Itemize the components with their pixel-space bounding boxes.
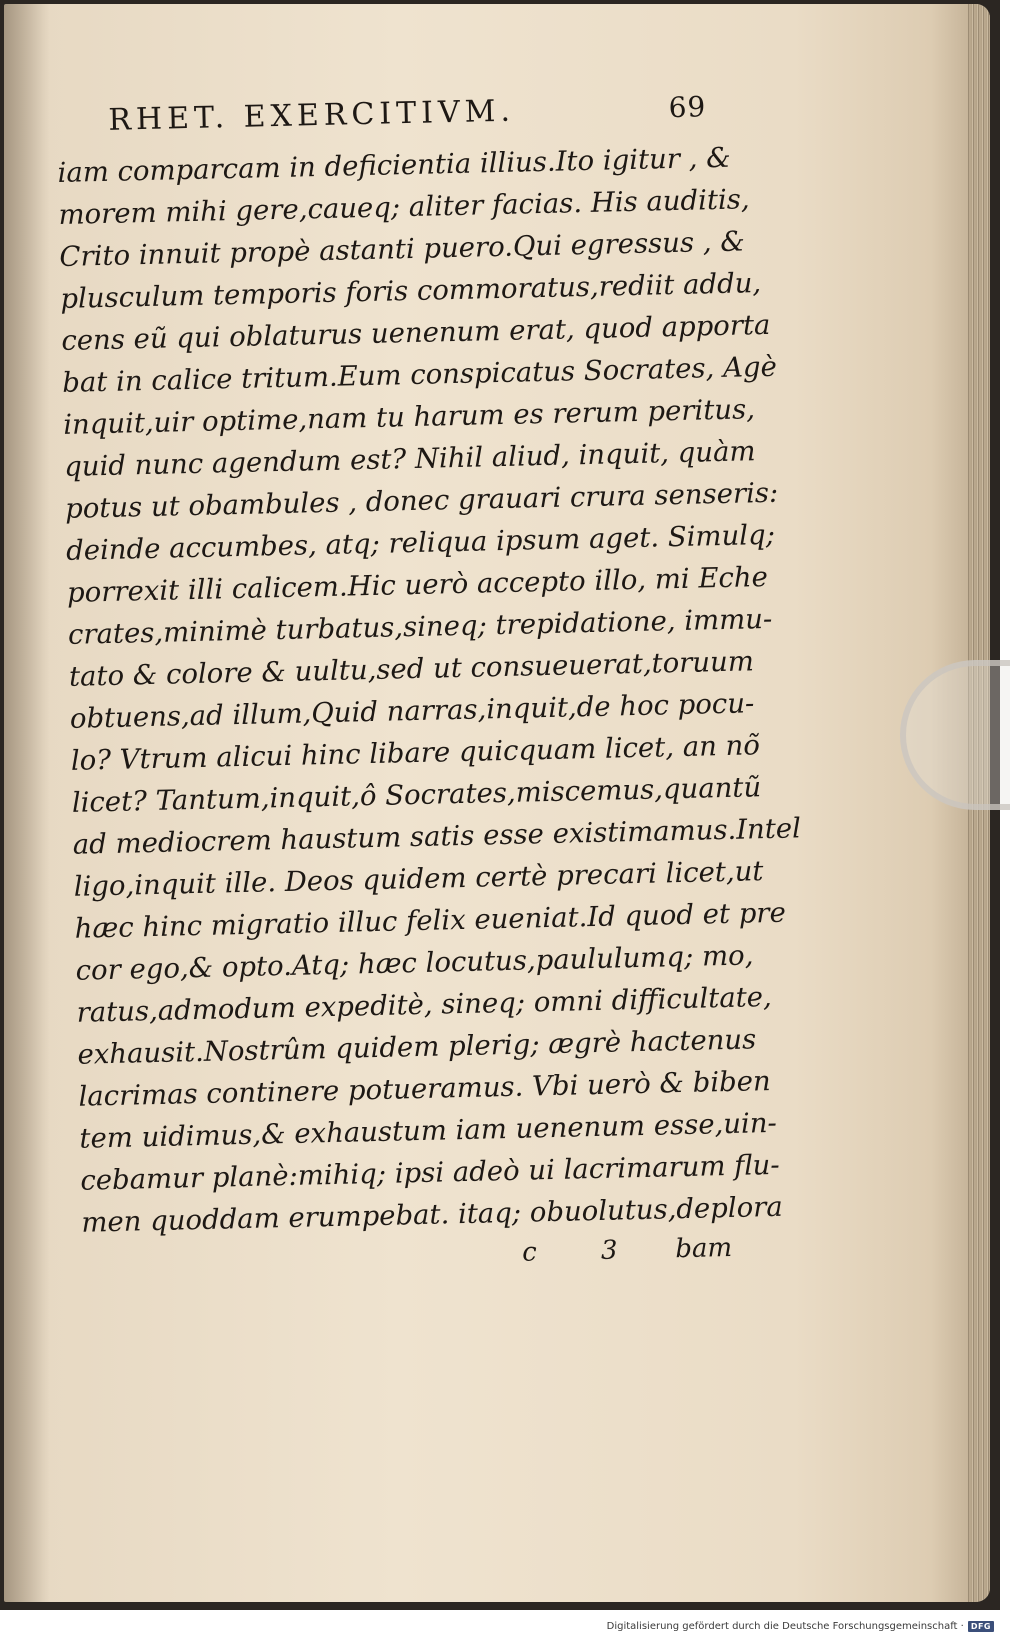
text-line: cebamur planè:mihiq; ipsi adeò ui lacrimarum flu- (80, 1148, 780, 1197)
credit-bar (0, 1610, 1000, 1643)
text-line: cens eũ qui oblaturus uenenum erat, quod apporta (61, 308, 771, 357)
text-line: ratus,admodum expeditè, sineq; omni difficultate, (76, 980, 773, 1029)
text-line: Crito innuit propè astanti puero.Qui egressus , & (59, 225, 746, 273)
text-line: potus ut obambules , donec grauari crura senseris: (64, 476, 779, 525)
text-line: ad mediocrem haustum satis esse existimamus.Intel (72, 812, 802, 861)
text-line: morem mihi gere,caueq; aliter facias. His auditis, (58, 183, 750, 231)
text-line: crates,minimè turbatus,sineq; trepidatione, immu- (67, 602, 773, 651)
text-line: tem uidimus,& exhaustum iam uenenum esse,uin- (79, 1106, 778, 1155)
text-line: ligo,inquit ille. Deos quidem certè precari licet,ut (73, 855, 764, 903)
text-line: bat in calice tritum.Eum conspicatus Socrates, Agè (61, 350, 778, 399)
text-line: lacrimas continere potueramus. Vbi uerò & biben (78, 1065, 771, 1113)
text-line: deinde accumbes, atq; reliqua ipsum aget. Simulq; (65, 518, 776, 567)
text-line: exhausit.Nostrûm quidem plerig; ægrè hactenus (77, 1023, 757, 1071)
text-line: iam comparcam in deficientia illius.Ito igitur , & (57, 141, 731, 189)
credit-text: Digitalisierung gefördert durch die Deutsche Forschungsgemeinschaft · (606, 1621, 964, 1632)
running-head-title: RHET. EXERCITIVM. (107, 93, 516, 138)
text-line: cor ego,& opto.Atq; hæc locutus,paululumq; mo, (75, 939, 754, 987)
signature-mark: c 3 (521, 1234, 646, 1268)
text-line: inquit,uir optime,nam tu harum es rerum peritus, (62, 393, 756, 441)
dfg-logo-icon: DFG (968, 1621, 994, 1632)
text-line: tato & colore & uultu,sed ut consueuerat,toruum (68, 645, 755, 693)
body-text (57, 137, 802, 1243)
text-block (56, 89, 802, 1287)
text-line: quid nunc agendum est? Nihil aliud, inquit, quàm (63, 435, 756, 483)
text-line: porrexit illi calicem.Hic uerò accepto illo, mi Eche (66, 560, 769, 609)
text-line: men quoddam erumpebat. itaq; obuolutus,deplora (81, 1190, 784, 1239)
text-line: licet? Tantum,inquit,ô Socrates,miscemus,quantũ (71, 771, 762, 819)
text-line: plusculum temporis foris commoratus,rediit addu, (60, 267, 762, 315)
folio-number: 69 (668, 90, 707, 125)
text-line: lo? Vtrum alicui hinc libare quicquam licet, an nõ (70, 729, 761, 777)
text-line: obtuens,ad illum,Quid narras,inquit,de hoc pocu- (69, 687, 755, 735)
catchword: bam (674, 1232, 733, 1265)
gutter-shadow (4, 4, 50, 1602)
book-page (4, 4, 990, 1602)
text-line: hæc hinc migratio illuc felix eueniat.Id quod et pre (74, 896, 787, 945)
